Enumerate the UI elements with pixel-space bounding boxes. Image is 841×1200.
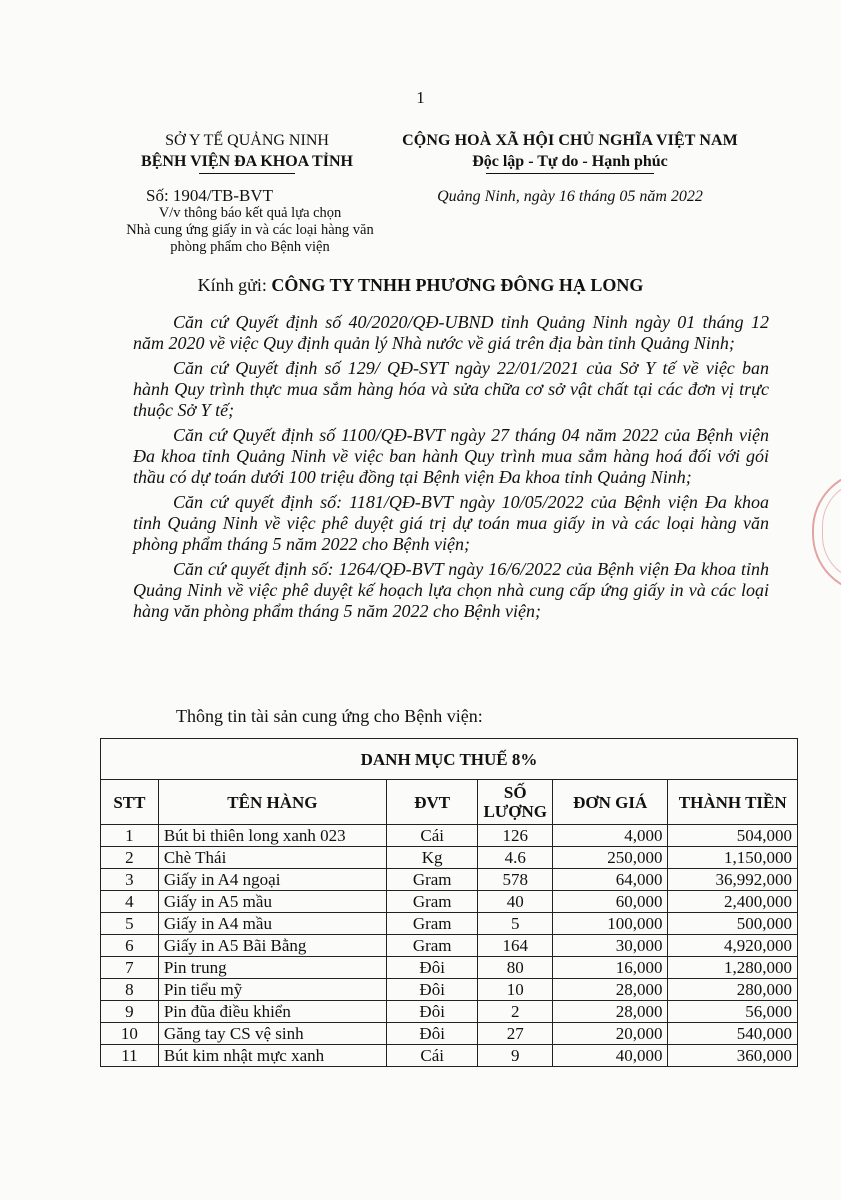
page-number: 1 bbox=[416, 88, 425, 107]
seal-inner-ring bbox=[822, 480, 841, 582]
goods-table bbox=[100, 738, 798, 1067]
table-cell: 2 bbox=[101, 847, 159, 869]
table-row bbox=[101, 1023, 798, 1045]
table-cell: Gram bbox=[386, 935, 478, 957]
table-cell: Giấy in A5 mầu bbox=[158, 891, 386, 913]
table-cell: 27 bbox=[478, 1023, 553, 1045]
table-cell: Giấy in A4 mầu bbox=[158, 913, 386, 935]
table-cell: Đôi bbox=[386, 957, 478, 979]
table-row bbox=[101, 1045, 798, 1067]
document-number-block bbox=[120, 186, 380, 256]
document-subject-line-3: phòng phẩm cho Bệnh viện bbox=[170, 239, 330, 255]
table-row bbox=[101, 891, 798, 913]
table-cell: 1 bbox=[101, 825, 159, 847]
legal-basis-paragraph: Căn cứ Quyết định số 1100/QĐ-BVT ngày 27 tháng 04 năm 2022 của Bệnh viện Đa khoa tỉnh Quảng Ninh về việc ban hành Quy trình mua sắm hàng hoá đối với gói thầu có dự toán dưới 100 triệu đồng tại Bệnh viện Đa khoa tỉnh Quảng Ninh; bbox=[133, 425, 769, 487]
table-cell: 10 bbox=[101, 1023, 159, 1045]
table-cell: 504,000 bbox=[668, 825, 798, 847]
table-cell: 56,000 bbox=[668, 1001, 798, 1023]
table-cell: 11 bbox=[101, 1045, 159, 1067]
column-header: SỐ LƯỢNG bbox=[478, 780, 553, 825]
table-cell: Đôi bbox=[386, 1023, 478, 1045]
table-cell: 36,992,000 bbox=[668, 869, 798, 891]
table-cell: 40 bbox=[478, 891, 553, 913]
table-cell: 28,000 bbox=[553, 1001, 668, 1023]
table-cell: Pin tiểu mỹ bbox=[158, 979, 386, 1001]
table-cell: 2 bbox=[478, 1001, 553, 1023]
table-cell: Găng tay CS vệ sinh bbox=[158, 1023, 386, 1045]
table-cell: Giấy in A4 ngoại bbox=[158, 869, 386, 891]
table-cell: 1,150,000 bbox=[668, 847, 798, 869]
table-cell: 164 bbox=[478, 935, 553, 957]
table-cell: 4,000 bbox=[553, 825, 668, 847]
column-header: TÊN HÀNG bbox=[158, 780, 386, 825]
table-cell: Cái bbox=[386, 825, 478, 847]
legal-basis-paragraph: Căn cứ quyết định số: 1181/QĐ-BVT ngày 10/05/2022 của Bệnh viện Đa khoa tỉnh Quảng Ninh về việc phê duyệt giá trị dự toán mua giấy in và các loại hàng văn phòng phẩm tháng 5 năm 2022 cho Bệnh viện; bbox=[133, 492, 769, 554]
table-cell: 60,000 bbox=[553, 891, 668, 913]
document-number: Số: 1904/TB-BVT bbox=[146, 186, 274, 205]
table-cell: Gram bbox=[386, 891, 478, 913]
column-header: ĐVT bbox=[386, 780, 478, 825]
table-cell: Giấy in A5 Bãi Bằng bbox=[158, 935, 386, 957]
table-row bbox=[101, 913, 798, 935]
column-header: THÀNH TIỀN bbox=[668, 780, 798, 825]
column-header: STT bbox=[101, 780, 159, 825]
table-row bbox=[101, 847, 798, 869]
table-cell: 30,000 bbox=[553, 935, 668, 957]
table-cell: 3 bbox=[101, 869, 159, 891]
table-cell: Gram bbox=[386, 869, 478, 891]
table-cell: Đôi bbox=[386, 1001, 478, 1023]
legal-basis bbox=[133, 312, 769, 626]
motto-underline bbox=[486, 173, 654, 174]
table-cell: 4,920,000 bbox=[668, 935, 798, 957]
table-cell: Bút kim nhật mực xanh bbox=[158, 1045, 386, 1067]
table-cell: Pin trung bbox=[158, 957, 386, 979]
table-title: DANH MỤC THUẾ 8% bbox=[101, 739, 798, 780]
table-row bbox=[101, 979, 798, 1001]
table-cell: 250,000 bbox=[553, 847, 668, 869]
table-row bbox=[101, 825, 798, 847]
table-cell: Chè Thái bbox=[158, 847, 386, 869]
table-cell: 80 bbox=[478, 957, 553, 979]
red-seal-stamp bbox=[812, 470, 841, 594]
column-header: ĐƠN GIÁ bbox=[553, 780, 668, 825]
table-cell: 9 bbox=[478, 1045, 553, 1067]
table-cell: 1,280,000 bbox=[668, 957, 798, 979]
national-motto-block bbox=[372, 130, 768, 174]
issuer-underline bbox=[199, 173, 295, 174]
table-cell: 5 bbox=[101, 913, 159, 935]
table-cell: 28,000 bbox=[553, 979, 668, 1001]
info-line: Thông tin tài sản cung ứng cho Bệnh viện: bbox=[176, 706, 483, 726]
table-cell: Gram bbox=[386, 913, 478, 935]
recipient-prefix: Kính gửi: bbox=[197, 275, 272, 295]
table-cell: 280,000 bbox=[668, 979, 798, 1001]
table-cell: 360,000 bbox=[668, 1045, 798, 1067]
recipient-name: CÔNG TY TNHH PHƯƠNG ĐÔNG HẠ LONG bbox=[271, 275, 644, 295]
table-row bbox=[101, 1001, 798, 1023]
legal-basis-paragraph: Căn cứ Quyết định số 40/2020/QĐ-UBND tỉnh Quảng Ninh ngày 01 tháng 12 năm 2020 về việc Quy định quản lý Nhà nước về giá trên địa bàn tỉnh Quảng Ninh; bbox=[133, 312, 769, 353]
table-cell: 4 bbox=[101, 891, 159, 913]
table-cell: Pin đũa điều khiển bbox=[158, 1001, 386, 1023]
table-cell: Kg bbox=[386, 847, 478, 869]
table-cell: 10 bbox=[478, 979, 553, 1001]
table-cell: 540,000 bbox=[668, 1023, 798, 1045]
table-cell: Cái bbox=[386, 1045, 478, 1067]
table-cell: 64,000 bbox=[553, 869, 668, 891]
table-cell: 6 bbox=[101, 935, 159, 957]
table-cell: 4.6 bbox=[478, 847, 553, 869]
document-subject-line-1: V/v thông báo kết quả lựa chọn bbox=[158, 205, 342, 221]
table-cell: 40,000 bbox=[553, 1045, 668, 1067]
table-cell: 9 bbox=[101, 1001, 159, 1023]
issuer-hospital: BỆNH VIỆN ĐA KHOA TỈNH bbox=[141, 153, 353, 170]
table-row bbox=[101, 935, 798, 957]
issuer-block bbox=[102, 130, 392, 174]
table-title-row bbox=[101, 739, 798, 780]
table-cell: 578 bbox=[478, 869, 553, 891]
document-date: Quảng Ninh, ngày 16 tháng 05 năm 2022 bbox=[437, 188, 703, 205]
table-cell: 500,000 bbox=[668, 913, 798, 935]
table-cell: 7 bbox=[101, 957, 159, 979]
table-cell: Đôi bbox=[386, 979, 478, 1001]
table-cell: 2,400,000 bbox=[668, 891, 798, 913]
table-row bbox=[101, 869, 798, 891]
national-title: CỘNG HOÀ XÃ HỘI CHỦ NGHĨA VIỆT NAM bbox=[402, 132, 738, 149]
legal-basis-paragraph: Căn cứ quyết định số: 1264/QĐ-BVT ngày 16/6/2022 của Bệnh viện Đa khoa tỉnh Quảng Ninh về việc phê duyệt kế hoạch lựa chọn nhà cung cấp ứng giấy in và các loại hàng văn phòng phẩm tháng 5 năm 2022 cho Bệnh viện; bbox=[133, 559, 769, 621]
table-cell: 126 bbox=[478, 825, 553, 847]
table-cell: 5 bbox=[478, 913, 553, 935]
table-cell: Bút bi thiên long xanh 023 bbox=[158, 825, 386, 847]
national-motto: Độc lập - Tự do - Hạnh phúc bbox=[472, 153, 668, 170]
recipient-line bbox=[0, 275, 841, 296]
table-cell: 20,000 bbox=[553, 1023, 668, 1045]
table-header-row bbox=[101, 780, 798, 825]
document-subject-line-2: Nhà cung ứng giấy in và các loại hàng văn bbox=[126, 222, 374, 238]
table-cell: 16,000 bbox=[553, 957, 668, 979]
legal-basis-paragraph: Căn cứ Quyết định số 129/ QĐ-SYT ngày 22/01/2021 của Sở Y tế về việc ban hành Quy trình thực mua sắm hàng hóa và sửa chữa cơ sở vật chất tại các đơn vị trực thuộc Sở Y tế; bbox=[133, 358, 769, 420]
table-body bbox=[101, 825, 798, 1067]
table-cell: 100,000 bbox=[553, 913, 668, 935]
table-row bbox=[101, 957, 798, 979]
issuer-department: SỞ Y TẾ QUẢNG NINH bbox=[165, 132, 329, 149]
table-cell: 8 bbox=[101, 979, 159, 1001]
